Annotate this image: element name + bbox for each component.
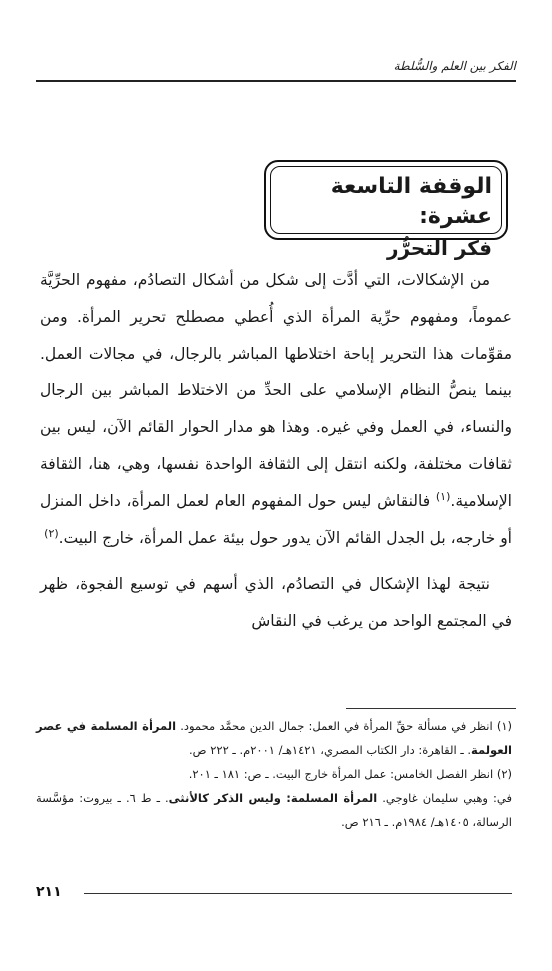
page-number: ٢١١ [36, 884, 62, 900]
footnote-3 [36, 786, 512, 834]
footnote-1-text-a: (١) انظر في مسألة حقِّ المرأة في العمل: جمال الدين محمَّد محمود. [176, 719, 513, 733]
paragraph-1-text-b: فالنقاش ليس حول المفهوم العام لعمل المرأة، داخل المنزل أو خارجه، بل الجدل القائم الآن يدور حول بيئة عمل المرأة، خارج البيت. [40, 491, 512, 547]
footnote-ref-1[interactable]: (١) [435, 489, 451, 503]
header-rule [36, 80, 516, 82]
body-text [40, 262, 512, 640]
section-subtitle: فكر التحرُّر [386, 236, 492, 260]
footnote-1 [36, 714, 512, 762]
footnote-3-book-title: المرأة المسلمة: وليس الذكر كالأنثى [168, 791, 378, 805]
footnote-rule [346, 708, 516, 709]
footnote-3-text-b: . ـ ط ٦. ـ بيروت: مؤسَّسة الرسالة، ١٤٠٥هـ/ ١٩٨٤م. ـ ٢١٦ ص. [36, 791, 512, 829]
footnote-1-book-title: المرأة المسلمة في عصر العولمة [36, 719, 512, 757]
footnote-ref-2[interactable]: (٢) [44, 526, 59, 540]
paragraph-1-text-a: من الإشكالات، التي أدَّت إلى شكل من أشكال التصادُم، مفهوم الحرِّيَّة عموماً، ومفهوم حرِّية المرأة الذي أُعطي مصطلح تحرير المرأة. ومن مقوِّمات هذا التحرير إباحة اختلاطها المباشر بالرجال، في مجالات العمل. بينما ينصُّ النظام الإسلامي على الحدِّ من الاختلاط المباشر بين الرجال والنساء، في العمل وفي غيره. وهذا هو مدار الحوار القائم الآن، ليس بين ثقافات مختلفة، ولكنه انتقل إلى الثقافة الواحدة نفسها، وهي، هنا، الثقافة الإسلامية. [40, 271, 512, 510]
paragraph-1 [40, 262, 512, 556]
running-header: الفكر بين العلم والسُّلطة [393, 59, 516, 73]
section-title: الوقفة التاسعة عشرة: [330, 174, 492, 229]
footnote-2: (٢) انظر الفصل الخامس: عمل المرأة خارج البيت. ـ ص: ١٨١ ـ ٢٠١. [188, 767, 512, 781]
section-heading-box [264, 160, 508, 260]
footnotes [36, 714, 512, 834]
footnote-1-text-b: . ـ القاهرة: دار الكتاب المصري، ١٤٢١هـ/ ٢٠٠١م. ـ ٢٢٢ ص. [189, 743, 472, 757]
footnote-3-text-a: في: وهبي سليمان غاوجي. [377, 791, 512, 805]
page-number-rule [84, 893, 512, 894]
paragraph-2: نتيجة لهذا الإشكال في التصادُم، الذي أسهم في توسيع الفجوة، ظهر في المجتمع الواحد من يرغب في النقاش [40, 575, 512, 631]
